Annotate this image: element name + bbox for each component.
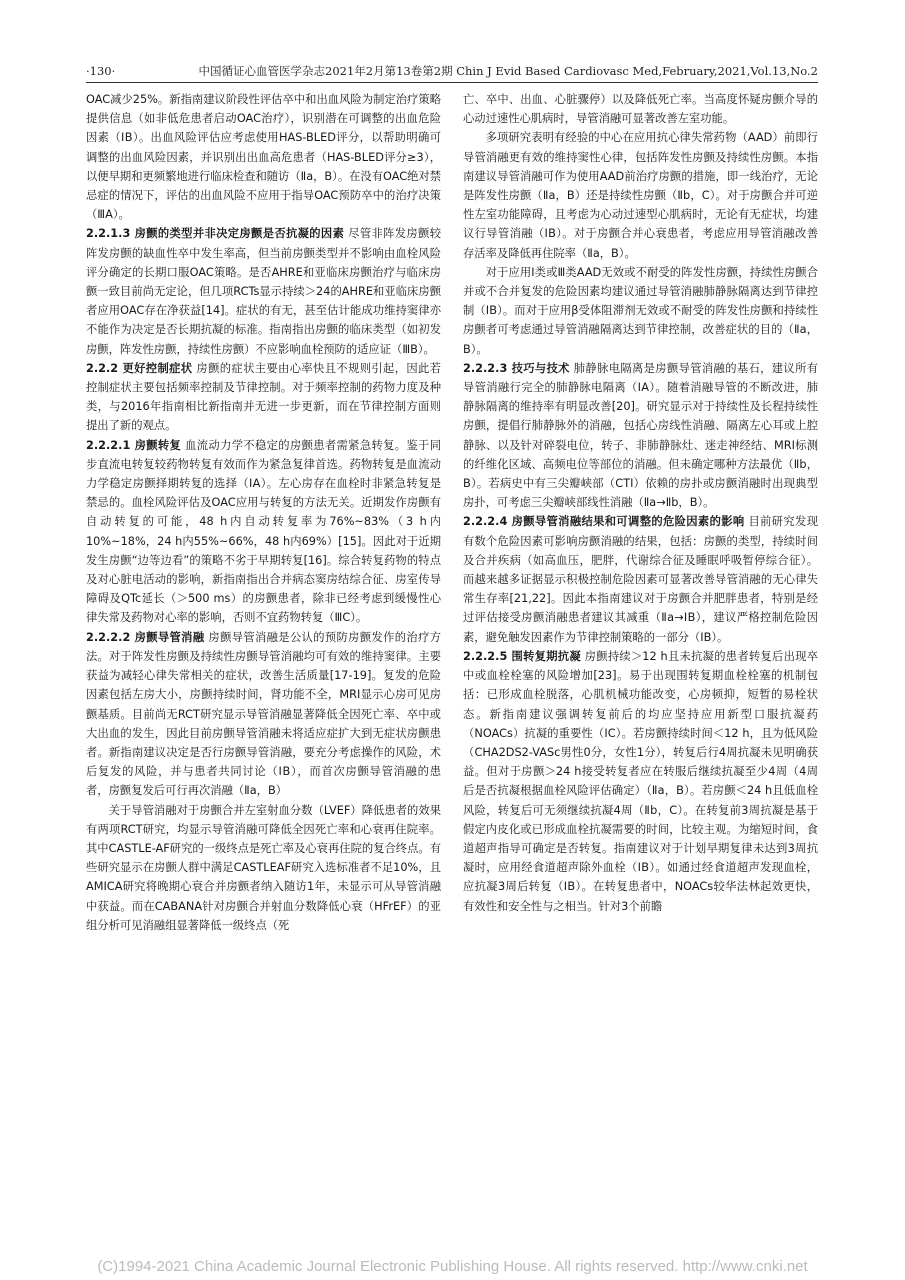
running-header <box>86 62 818 80</box>
section-paragraph <box>463 647 818 916</box>
section-heading: 2.2.1.3 房颤的类型并非决定房颤是否抗凝的因素 <box>86 227 345 241</box>
section-text: 尽管非阵发房颤较阵发房颤的缺血性卒中发生率高，但当前房颤类型并不影响由血栓风险评分确定的长期口服OAC策略。是否AHRE和亚临床房颤治疗与临床房颤一致目前尚无定论，但几项RCTs显示持续＞24的AHRE和亚临床房颤者应用OAC存在净获益[14]。症状的有无，甚至估计能成功维持窦律亦不能作为决定是否长期抗凝的标准。指南指出房颤的临床类型（如初发房颤，阵发性房颤，持续性房颤）不应影响血栓预防的适应证（ⅢB）。 <box>86 227 441 356</box>
body-paragraph: 对于应用Ⅰ类或Ⅲ类AAD无效或不耐受的阵发性房颤，持续性房颤合并或不合并复发的危险因素均建议通过导管消融肺静脉隔离达到节律控制（ⅠB）。而对于应用β受体阻滞剂无效或不耐受的阵发性房颤和持续性房颤者可考虑通过导管消融隔离达到节律控制，改善症状的目的（Ⅱa，B）。 <box>463 265 818 356</box>
section-heading: 2.2.2.4 房颤导管消融结果和可调整的危险因素的影响 <box>463 515 745 529</box>
section-text: 目前研究发现有数个危险因素可影响房颤消融的结果，包括：房颤的类型，持续时间及合并疾病（如高血压，肥胖，代谢综合征及睡眠呼吸暂停综合征）。而越来越多证据显示积极控制危险因素可显著改善导管消融的无心律失常生存率[21,22]。因此本指南建议对于房颤合并肥胖患者，特别是经过评估接受房颤消融患者建议其减重（Ⅱa→ⅠB），建议严格控制危险因素，避免触发因素作为节律控制策略的一部分（ⅠB）。 <box>463 515 818 644</box>
right-column <box>463 90 818 1250</box>
copyright-footer: (C)1994-2021 China Academic Journal Electronic Publishing House. All rights reserved. http://www.cnki.net <box>97 1258 808 1275</box>
journal-citation: 中国循证心血管医学杂志2021年2月第13卷第2期 Chin J Evid Based Cardiovasc Med,February,2021,Vol.13,No.2 <box>198 64 818 78</box>
section-heading: 2.2.2.5 围转复期抗凝 <box>463 649 581 663</box>
section-heading: 2.2.2 更好控制症状 <box>86 361 193 375</box>
section-text: 肺静脉电隔离是房颤导管消融的基石，建议所有导管消融行完全的肺静脉电隔离（ⅠA）。随着消融导管的不断改进，肺静脉隔离的维持率有明显改善[20]。研究显示对于持续性及长程持续性房颤，提倡行肺静脉外的消融，包括心房线性消融、隔离左心耳或上腔静脉、以及针对碎裂电位，转子、非肺静脉灶、迷走神经结、MRI标测的纤维化区域、高频电位等部位的消融。但未确定哪种方法最优（Ⅱb，B）。若病史中有三尖瓣峡部（CTI）依赖的房扑或房颤消融时出现典型房扑，可考虑三尖瓣峡部线性消融（Ⅱa→Ⅱb，B）。 <box>463 361 818 510</box>
section-paragraph <box>463 359 818 513</box>
section-heading: 2.2.2.1 房颤转复 <box>86 438 182 452</box>
page-number: ·130· <box>86 64 116 78</box>
left-column <box>86 90 441 1250</box>
section-heading: 2.2.2.3 技巧与技术 <box>463 361 570 375</box>
section-text: 房颤导管消融是公认的预防房颤发作的治疗方法。对于阵发性房颤及持续性房颤导管消融均可有效的维持窦律。主要获益为减轻心律失常相关的症状，改善生活质量[17-19]。复发的危险因素包括左房大小，房颤持续时间，肾功能不全，MRI显示心房可见房颤基质。目前尚无RCT研究显示导管消融显著降低全因死亡率、卒中或大出血的发生，因此目前房颤导管消融未将适应症扩大到无症状房颤患者。新指南建议决定是否行房颤导管消融，要充分考虑操作的风险，术后复发的风险，并与患者共同讨论（ⅠB），而首次房颤导管消融的患者，房颤复发后可行再次消融（Ⅱa，B） <box>86 630 441 798</box>
body-paragraph: 亡、卒中、出血、心脏骤停）以及降低死亡率。当高度怀疑房颤介导的心动过速性心肌病时，导管消融可显著改善左室功能。 <box>463 93 818 126</box>
header-rule <box>86 82 818 83</box>
section-paragraph <box>86 224 441 358</box>
section-paragraph <box>86 628 441 801</box>
body-paragraph: 多项研究表明有经验的中心在应用抗心律失常药物（AAD）前即行导管消融更有效的维持窦性心律，包括阵发性房颤及持续性房颤。本指南建议导管消融可作为使用AAD前治疗房颤的措施，即一线治疗，无论是阵发性房颤（Ⅱa，B）还是持续性房颤（Ⅱb，C）。对于房颤合并可逆性左室功能障碍，且考虑为心动过速型心肌病时，无论有无症状，均建议行导管消融（ⅠB）。对于房颤合并心衰患者，考虑应用导管消融改善存活率及降低再住院率（Ⅱa，B）。 <box>463 131 818 260</box>
body-paragraph: 关于导管消融对于房颤合并左室射血分数（LVEF）降低患者的效果有两项RCT研究，均显示导管消融可降低全因死亡率和心衰再住院率。其中CASTLE-AF研究的一级终点是死亡率及心衰再住院的复合终点。有些研究显示在房颤人群中满足CASTLEAF研究入选标准者不足10%，且AMICA研究将晚期心衰合并房颤者纳入随访1年，未显示可从导管消融中获益。而在CABANA针对房颤合并射血分数降低心衰（HFrEF）的亚组分析可见消融组显著降低一级终点（死 <box>86 803 441 932</box>
section-text: 血流动力学不稳定的房颤患者需紧急转复。鉴于同步直流电转复较药物转复有效而作为紧急复律首选。药物转复是血流动力学稳定房颤择期转复的选择（ⅠA）。左心房存在血栓时非紧急转复是禁忌的。血栓风险评估及OAC应用与转复的方法无关。近期发作房颤有自动转复的可能，48 h内自动转复率为76%~83%（3 h内10%~18%，24 h内55%~66%，48 h内69%）[15]。因此对于近期发生房颤“边等边看”的策略不劣于早期转复[16]。综合转复药物的特点及对心脏电活动的影响，新指南指出合并病态窦房结综合征、房室传导障碍及QTc延长（＞500 ms）的房颤患者，除非已经考虑到缓慢性心律失常及药物对心率的影响，否则不宜药物转复（ⅢC）。 <box>86 438 441 625</box>
section-paragraph <box>463 512 818 646</box>
section-paragraph <box>86 359 441 436</box>
section-paragraph <box>86 436 441 628</box>
section-text: 房颤的症状主要由心率快且不规则引起，因此若控制症状主要包括频率控制及节律控制。对于频率控制的药物力度及种类，与2016年指南相比新指南并无进一步更新，而在节律控制方面则提出了新的观点。 <box>86 361 441 433</box>
body-paragraph: OAC减少25%。新指南建议阶段性评估卒中和出血风险为制定治疗策略提供信息（如非低危患者启动OAC治疗），识别潜在可调整的出血危险因素（ⅠB）。出血风险评估应考虑使用HAS-BLED评分，以帮助明确可调整的出血风险因素，并识别出出血高危患者（HAS-BLED评分≥3），以便早期和更频繁地进行临床检查和随访（Ⅱa，B）。在没有OAC绝对禁忌症的情况下，评估的出血风险不应用于指导OAC预防卒中的治疗决策（ⅢA）。 <box>86 93 441 222</box>
section-heading: 2.2.2.2 房颤导管消融 <box>86 630 205 644</box>
section-text: 房颤持续＞12 h且未抗凝的患者转复后出现卒中或血栓栓塞的风险增加[23]。易于出现围转复期血栓栓塞的机制包括：已形成血栓脱落，心肌机械功能改变，心房顿抑，短暂的易栓状态。新指南建议强调转复前后的均应坚持应用新型口服抗凝药（NOACs）抗凝的重要性（ⅠC）。若房颤持续时间＜12 h，且为低风险（CHA2DS2-VASc男性0分，女性1分），转复后行4周抗凝未见明确获益。但对于房颤＞24 h接受转复者应在转服后继续抗凝至少4周（4周后是否抗凝根据血栓风险评估确定）（Ⅱa，B）。若房颤＜24 h且低血栓风险，转复后可无须继续抗凝4周（Ⅱb，C）。在转复前3周抗凝是基于假定内皮化或已形成血栓抗凝需要的时间，比较主观。为缩短时间，食道超声指导可确定是否转复。指南建议对于计划早期复律未达到3周抗凝时，应用经食道超声除外血栓（ⅠB）。如通过经食道超声发现血栓，应抗凝3周后转复（ⅠB）。在转复患者中，NOACs较华法林起效更快，有效性和安全性与之相当。针对3个前瞻 <box>463 649 818 913</box>
